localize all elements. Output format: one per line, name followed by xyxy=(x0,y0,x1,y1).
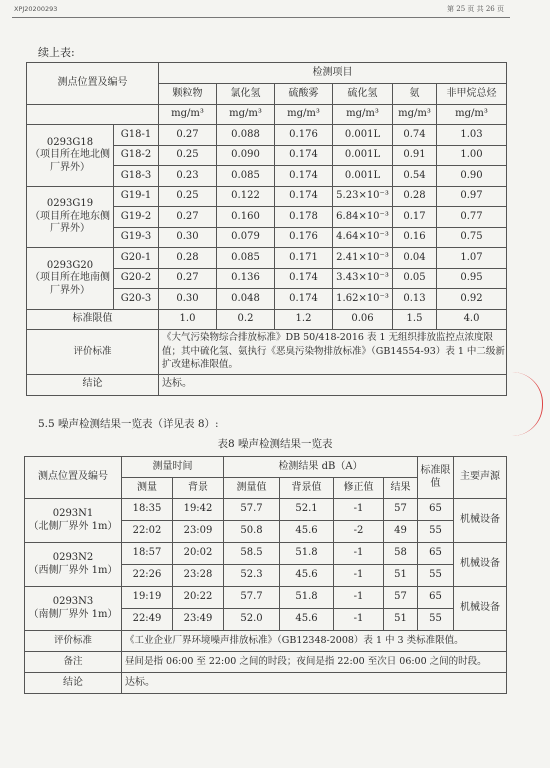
measurement-value: 0.088 xyxy=(217,125,275,146)
pollutant-header: 氯化氢 xyxy=(217,84,275,105)
noise-value: 45.6 xyxy=(280,565,334,587)
limit-value: 0.06 xyxy=(333,309,393,329)
sample-id: G19-2 xyxy=(114,207,159,228)
measurement-value: 0.92 xyxy=(437,289,507,310)
noise-value: -2 xyxy=(334,521,384,543)
measurement-value: 0.079 xyxy=(217,227,275,248)
noise-eval-label: 评价标准 xyxy=(25,631,122,652)
page-number: 第 25 页 共 26 页 xyxy=(447,5,504,13)
noise-point-code: 0293N1 xyxy=(52,508,94,519)
limit-value: 1.2 xyxy=(275,309,333,329)
noise-header-point: 测点位置及编号 xyxy=(25,457,122,499)
noise-value: 57 xyxy=(384,587,418,609)
noise-point-location: （南侧厂界外 1m） xyxy=(28,608,118,620)
measurement-value: 0.160 xyxy=(217,207,275,228)
noise-conclusion-text: 达标。 xyxy=(122,673,507,694)
noise-value: -1 xyxy=(334,543,384,565)
table-row xyxy=(27,248,507,269)
measurement-value: 0.90 xyxy=(437,166,507,187)
table-row xyxy=(25,499,507,521)
measurement-value: 4.64×10⁻³ xyxy=(333,227,393,248)
noise-results-table xyxy=(24,456,507,694)
noise-subheader: 结果 xyxy=(384,478,418,499)
measurement-value: 2.41×10⁻³ xyxy=(333,248,393,269)
noise-source: 机械设备 xyxy=(454,499,507,543)
point-group xyxy=(27,125,114,187)
measurement-value: 0.74 xyxy=(393,125,437,146)
noise-header-limit: 标准限值 xyxy=(418,457,454,499)
measurement-value: 0.17 xyxy=(393,207,437,228)
measurement-value: 0.27 xyxy=(159,207,217,228)
pollutant-header: 氨 xyxy=(393,84,437,105)
unit-cell: mg/m³ xyxy=(333,105,393,125)
noise-value: 52.0 xyxy=(224,609,280,631)
noise-value: 20:22 xyxy=(173,587,224,609)
limit-label: 标准限值 xyxy=(27,309,159,329)
measurement-value: 0.176 xyxy=(275,227,333,248)
table-row xyxy=(25,587,507,609)
measurement-value: 1.07 xyxy=(437,248,507,269)
document-id: XPJ20200293 xyxy=(14,5,58,13)
limit-value: 0.2 xyxy=(217,309,275,329)
point-location: （项目所在地南侧厂界外） xyxy=(30,272,110,296)
measurement-value: 0.95 xyxy=(437,268,507,289)
measurement-value: 6.84×10⁻³ xyxy=(333,207,393,228)
noise-value: 22:26 xyxy=(122,565,173,587)
pollutant-header: 非甲烷总烃 xyxy=(437,84,507,105)
noise-point-code: 0293N3 xyxy=(52,596,94,607)
sample-id: G20-3 xyxy=(114,289,159,310)
measurement-value: 1.00 xyxy=(437,145,507,166)
measurement-value: 0.174 xyxy=(275,166,333,187)
pollutant-header: 硫化氢 xyxy=(333,84,393,105)
noise-value: 19:19 xyxy=(122,587,173,609)
continued-label: 续上表: xyxy=(38,46,75,59)
unit-spacer xyxy=(27,105,159,125)
measurement-value: 0.001L xyxy=(333,166,393,187)
noise-value: 52.1 xyxy=(280,499,334,521)
noise-value: 65 xyxy=(418,499,454,521)
measurement-value: 0.085 xyxy=(217,166,275,187)
measurement-value: 0.085 xyxy=(217,248,275,269)
table-row xyxy=(27,186,507,207)
section-heading: 5.5 噪声检测结果一览表（详见表 8）: xyxy=(38,418,219,430)
conclusion-label: 结论 xyxy=(27,374,159,395)
noise-value: 55 xyxy=(418,565,454,587)
limit-value: 1.0 xyxy=(159,309,217,329)
measurement-value: 0.27 xyxy=(159,125,217,146)
limit-value: 4.0 xyxy=(437,309,507,329)
noise-value: 45.6 xyxy=(280,521,334,543)
point-code: 0293G18 xyxy=(46,136,94,148)
noise-value: 23:49 xyxy=(173,609,224,631)
measurement-value: 0.28 xyxy=(393,186,437,207)
sample-id: G18-2 xyxy=(114,145,159,166)
measurement-value: 3.43×10⁻³ xyxy=(333,268,393,289)
unit-cell: mg/m³ xyxy=(393,105,437,125)
noise-value: 51.8 xyxy=(280,543,334,565)
measurement-value: 0.23 xyxy=(159,166,217,187)
sample-id: G20-2 xyxy=(114,268,159,289)
measurement-value: 0.001L xyxy=(333,125,393,146)
measurement-value: 0.30 xyxy=(159,227,217,248)
noise-point-location: （西侧厂界外 1m） xyxy=(28,564,118,576)
noise-value: 18:35 xyxy=(122,499,173,521)
noise-value: 57.7 xyxy=(224,499,280,521)
table-row xyxy=(25,543,507,565)
noise-point-group xyxy=(25,499,122,543)
noise-value: -1 xyxy=(334,565,384,587)
measurement-value: 0.136 xyxy=(217,268,275,289)
point-group xyxy=(27,186,114,248)
header-rule xyxy=(12,17,510,18)
noise-header-source: 主要声源 xyxy=(454,457,507,499)
measurement-value: 0.178 xyxy=(275,207,333,228)
measurement-value: 0.174 xyxy=(275,145,333,166)
measurement-value: 0.174 xyxy=(275,186,333,207)
noise-point-group xyxy=(25,543,122,587)
measurement-value: 0.77 xyxy=(437,207,507,228)
measurement-value: 0.25 xyxy=(159,145,217,166)
noise-eval-text: 《工业企业厂界环境噪声排放标准》（GB12348-2008）表 1 中 3 类标准限值。 xyxy=(122,631,507,652)
noise-value: 55 xyxy=(418,609,454,631)
noise-value: 57.7 xyxy=(224,587,280,609)
measurement-value: 0.30 xyxy=(159,289,217,310)
noise-subheader: 背景 xyxy=(173,478,224,499)
noise-header-result: 检测结果 dB（A） xyxy=(224,457,418,478)
measurement-value: 0.91 xyxy=(393,145,437,166)
limit-value: 1.5 xyxy=(393,309,437,329)
noise-value: 55 xyxy=(418,521,454,543)
measurement-value: 0.05 xyxy=(393,268,437,289)
header-point: 测点位置及编号 xyxy=(27,63,159,105)
measurement-value: 5.23×10⁻³ xyxy=(333,186,393,207)
sample-id: G18-1 xyxy=(114,125,159,146)
measurement-value: 1.62×10⁻³ xyxy=(333,289,393,310)
noise-value: 22:02 xyxy=(122,521,173,543)
table-title: 表8 噪声检测结果一览表 xyxy=(217,438,333,450)
measurement-value: 0.97 xyxy=(437,186,507,207)
noise-value: -1 xyxy=(334,499,384,521)
measurement-value: 0.090 xyxy=(217,145,275,166)
measurement-value: 0.171 xyxy=(275,248,333,269)
noise-point-location: （北侧厂界外 1m） xyxy=(28,520,118,532)
noise-point-group xyxy=(25,587,122,631)
point-location: （项目所在地东侧厂界外） xyxy=(30,210,110,234)
noise-value: -1 xyxy=(334,587,384,609)
noise-value: 49 xyxy=(384,521,418,543)
measurement-value: 0.54 xyxy=(393,166,437,187)
measurement-value: 0.122 xyxy=(217,186,275,207)
pollutant-header: 颗粒物 xyxy=(159,84,217,105)
noise-subheader: 背景值 xyxy=(280,478,334,499)
point-code: 0293G20 xyxy=(46,259,94,271)
noise-value: 23:28 xyxy=(173,565,224,587)
unit-cell: mg/m³ xyxy=(217,105,275,125)
noise-subheader: 测量值 xyxy=(224,478,280,499)
sample-id: G20-1 xyxy=(114,248,159,269)
noise-subheader: 测量 xyxy=(122,478,173,499)
point-group xyxy=(27,248,114,310)
measurement-value: 0.048 xyxy=(217,289,275,310)
sample-id: G18-3 xyxy=(114,166,159,187)
noise-value: 45.6 xyxy=(280,609,334,631)
measurement-value: 0.174 xyxy=(275,289,333,310)
noise-value: 51 xyxy=(384,565,418,587)
unit-cell: mg/m³ xyxy=(159,105,217,125)
sample-id: G19-3 xyxy=(114,227,159,248)
measurement-value: 0.27 xyxy=(159,268,217,289)
pollutant-header: 硫酸雾 xyxy=(275,84,333,105)
measurement-value: 0.16 xyxy=(393,227,437,248)
measurement-value: 0.25 xyxy=(159,186,217,207)
conclusion-text: 达标。 xyxy=(159,374,507,395)
noise-header-time: 测量时间 xyxy=(122,457,224,478)
noise-value: 19:42 xyxy=(173,499,224,521)
noise-value: 57 xyxy=(384,499,418,521)
noise-value: 65 xyxy=(418,543,454,565)
measurement-value: 0.001L xyxy=(333,145,393,166)
noise-note-label: 备注 xyxy=(25,652,122,673)
noise-value: 22:49 xyxy=(122,609,173,631)
measurement-value: 0.04 xyxy=(393,248,437,269)
noise-value: 58.5 xyxy=(224,543,280,565)
unit-cell: mg/m³ xyxy=(437,105,507,125)
noise-conclusion-label: 结论 xyxy=(25,673,122,694)
noise-note-text: 昼间是指 06:00 至 22:00 之间的时段；夜间是指 22:00 至次日 06:00 之间的时段。 xyxy=(122,652,507,673)
noise-value: 52.3 xyxy=(224,565,280,587)
noise-value: 23:09 xyxy=(173,521,224,543)
air-results-table xyxy=(26,62,507,396)
noise-value: -1 xyxy=(334,609,384,631)
measurement-value: 0.174 xyxy=(275,268,333,289)
sample-id: G19-1 xyxy=(114,186,159,207)
point-code: 0293G19 xyxy=(46,198,94,209)
measurement-value: 0.75 xyxy=(437,227,507,248)
noise-value: 18:57 xyxy=(122,543,173,565)
noise-point-code: 0293N2 xyxy=(52,552,94,563)
noise-value: 58 xyxy=(384,543,418,565)
noise-value: 51.8 xyxy=(280,587,334,609)
measurement-value: 1.03 xyxy=(437,125,507,146)
point-location: （项目所在地北侧厂界外） xyxy=(30,149,110,173)
header-items: 检测项目 xyxy=(159,63,507,84)
eval-text: 《大气污染物综合排放标准》DB 50/418-2016 表 1 无组织排放监控点浓度限值；其中硫化氢、氨执行《恶臭污染物排放标准》（GB14554-93）表 1 中二级新扩改建标准限值。 xyxy=(159,329,507,374)
red-stamp-mark xyxy=(512,372,543,436)
noise-subheader: 修正值 xyxy=(334,478,384,499)
eval-label: 评价标准 xyxy=(27,329,159,374)
noise-value: 20:02 xyxy=(173,543,224,565)
measurement-value: 0.28 xyxy=(159,248,217,269)
table-row xyxy=(27,125,507,146)
noise-value: 50.8 xyxy=(224,521,280,543)
noise-source: 机械设备 xyxy=(454,543,507,587)
measurement-value: 0.13 xyxy=(393,289,437,310)
noise-source: 机械设备 xyxy=(454,587,507,631)
measurement-value: 0.176 xyxy=(275,125,333,146)
noise-value: 51 xyxy=(384,609,418,631)
noise-value: 65 xyxy=(418,587,454,609)
unit-cell: mg/m³ xyxy=(275,105,333,125)
